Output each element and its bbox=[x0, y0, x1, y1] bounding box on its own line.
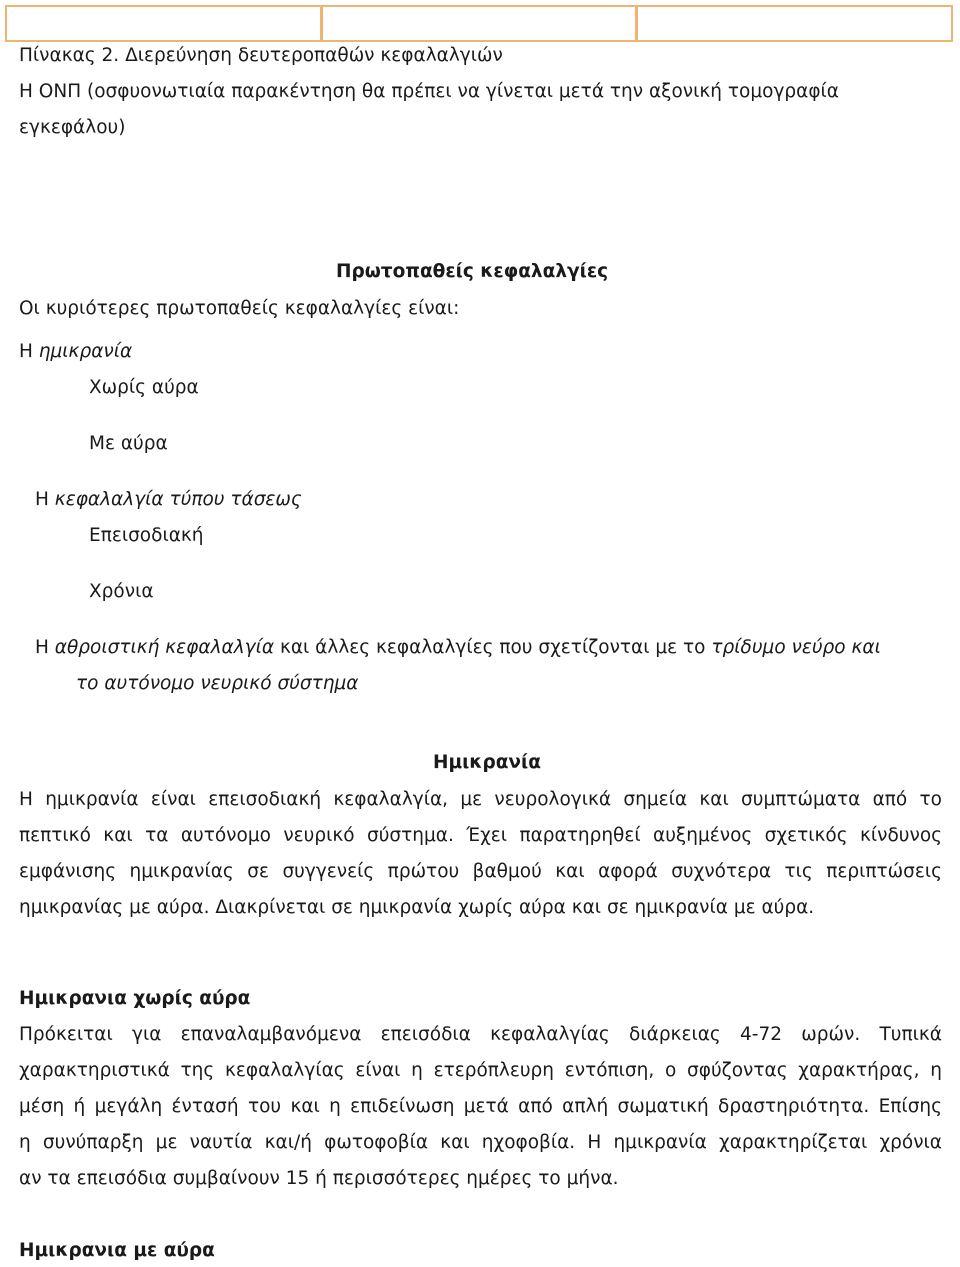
paragraph-line: ημικρανίας με αύρα. Διακρίνεται σε ημικρανία χωρίς αύρα και σε ημικρανία με αύρα. bbox=[19, 897, 815, 918]
sub-item: Χωρίς αύρα bbox=[89, 377, 199, 398]
header-table-cell bbox=[5, 5, 322, 42]
paragraph-line: μέση ή μεγάλη έντασή του και η επιδείνωση μετά από απλή σωματική δραστηριότητα. Επίσης bbox=[19, 1096, 942, 1117]
section-heading: Πρωτοπαθείς κεφαλαλγίες bbox=[336, 261, 609, 282]
sub-item: Χρόνια bbox=[89, 581, 154, 602]
header-table bbox=[5, 5, 953, 42]
paragraph-line: η συνύπαρξη με ναυτία και/ή φωτοφοβία και ηχοφοβία. Η ημικρανία χαρακτηρίζεται χρόνια bbox=[19, 1132, 942, 1153]
list-item-migraine: Η ημικρανία bbox=[19, 341, 133, 362]
header-table-cell bbox=[637, 5, 953, 42]
sub-item: Επεισοδιακή bbox=[89, 525, 204, 546]
header-table-cell bbox=[322, 5, 638, 42]
paragraph-line: εμφάνισης ημικρανίας σε συγγενείς πρώτου βαθμού και αφορά συχνότερα τις περιπτώσεις bbox=[19, 861, 942, 882]
section-heading: Ημικρανια χωρίς αύρα bbox=[19, 988, 251, 1009]
list-item-cluster-continued: το αυτόνομο νευρικό σύστημα bbox=[76, 673, 359, 694]
section-heading: Ημικρανία bbox=[433, 752, 541, 773]
paragraph-line: πεπτικό και τα αυτόνομο νευρικό σύστημα. Έχει παρατηρηθεί αυξημένος σχετικός κίνδυνος bbox=[19, 825, 942, 846]
table-caption: Πίνακας 2. Διερεύνηση δευτεροπαθών κεφαλαλγιών bbox=[19, 45, 503, 66]
list-item-tension: Η κεφαλαλγία τύπου τάσεως bbox=[35, 489, 302, 510]
list-item-cluster: Η αθροιστική κεφαλαλγία και άλλες κεφαλαλγίες που σχετίζονται με το τρίδυμο νεύρο και bbox=[35, 637, 881, 658]
paragraph-line: αν τα επεισόδια συμβαίνουν 15 ή περισσότερες ημέρες το μήνα. bbox=[19, 1168, 619, 1189]
note-line: εγκεφάλου) bbox=[19, 117, 126, 138]
note-line: Η ΟΝΠ (οσφυονωτιαία παρακέντηση θα πρέπει να γίνεται μετά την αξονική τομογραφία bbox=[19, 81, 839, 102]
intro-text: Οι κυριότερες πρωτοπαθείς κεφαλαλγίες είναι: bbox=[19, 298, 460, 319]
paragraph-line: χαρακτηριστικά της κεφαλαλγίας είναι η ετερόπλευρη εντόπιση, ο σφύζοντας χαρακτήρας, η bbox=[19, 1060, 942, 1081]
paragraph-line: Πρόκειται για επαναλαμβανόμενα επεισόδια κεφαλαλγίας διάρκειας 4-72 ωρών. Τυπικά bbox=[19, 1024, 942, 1045]
paragraph-line: Η ημικρανία είναι επεισοδιακή κεφαλαλγία, με νευρολογικά σημεία και συμπτώματα από το bbox=[19, 789, 942, 810]
sub-item: Με αύρα bbox=[89, 433, 168, 454]
section-heading: Ημικρανια με αύρα bbox=[19, 1240, 215, 1261]
